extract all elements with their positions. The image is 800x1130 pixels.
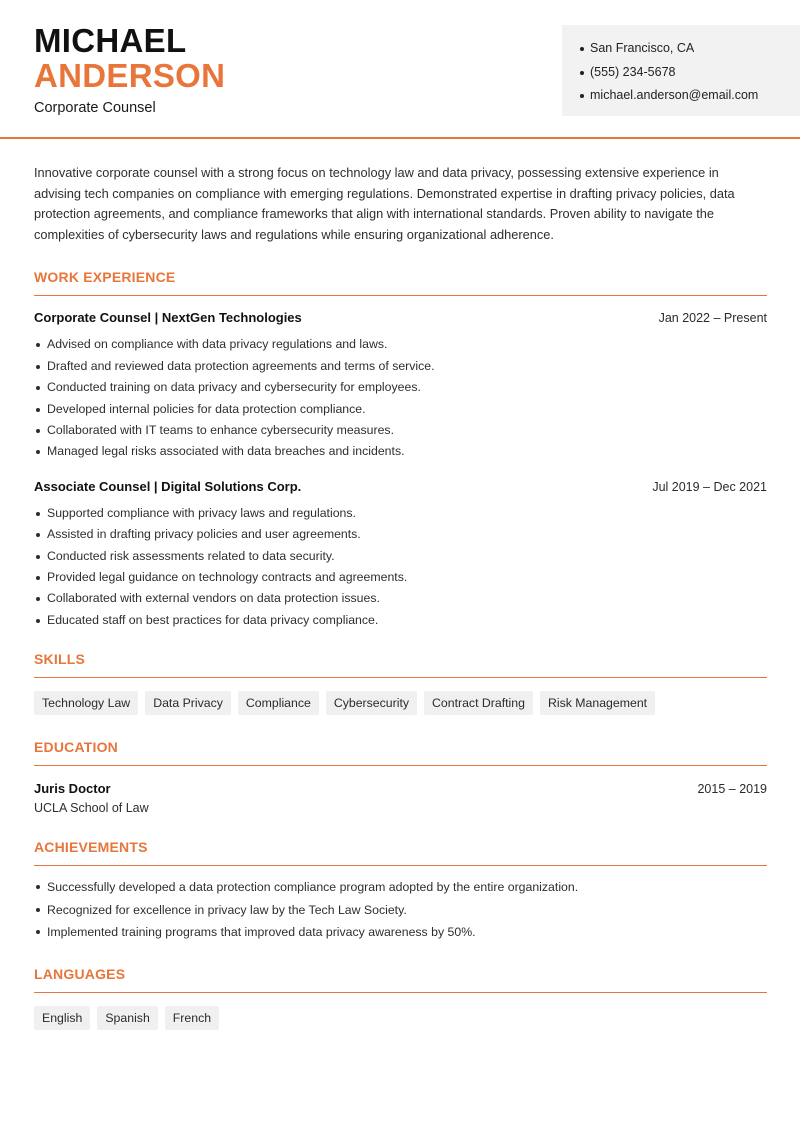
job-date: Jul 2019 – Dec 2021 bbox=[652, 479, 767, 494]
education-section bbox=[34, 739, 767, 815]
job-bullets bbox=[34, 334, 767, 462]
work-experience-section bbox=[34, 269, 767, 631]
list-item: Advised on compliance with data privacy regulations and laws. bbox=[34, 334, 767, 355]
contact-email: michael.anderson@email.com bbox=[580, 84, 800, 108]
achievements-list bbox=[34, 876, 767, 944]
job-header bbox=[34, 479, 767, 494]
degree: Juris Doctor bbox=[34, 781, 111, 797]
first-name: MICHAEL bbox=[34, 22, 187, 59]
skill-chip: Contract Drafting bbox=[424, 691, 533, 715]
list-item: Successfully developed a data protection compliance program adopted by the entire organization. bbox=[34, 876, 767, 899]
language-chips bbox=[34, 1006, 767, 1030]
job-date: Jan 2022 – Present bbox=[658, 311, 767, 326]
skill-chip: Compliance bbox=[238, 691, 319, 715]
achievements-section bbox=[34, 839, 767, 944]
list-item: Implemented training programs that improved data privacy awareness by 50%. bbox=[34, 921, 767, 944]
section-title-achievements: ACHIEVEMENTS bbox=[34, 839, 767, 866]
job-bullets bbox=[34, 503, 767, 631]
education-date: 2015 – 2019 bbox=[697, 782, 767, 797]
list-item: Recognized for excellence in privacy law by the Tech Law Society. bbox=[34, 899, 767, 922]
list-item: Supported compliance with privacy laws and regulations. bbox=[34, 503, 767, 524]
skill-chip: Data Privacy bbox=[145, 691, 231, 715]
list-item: Educated staff on best practices for data privacy compliance. bbox=[34, 610, 767, 631]
contact-list bbox=[562, 25, 800, 108]
contact-phone: (555) 234-5678 bbox=[580, 61, 800, 85]
section-title-skills: SKILLS bbox=[34, 651, 767, 678]
summary: Innovative corporate counsel with a strong focus on technology law and data privacy, possessing extensive experience in advising tech companies on compliance with emerging regulations. Demonstrated expertise in drafting privacy policies, data protection agreements, and compliance frameworks that align with international standards. Proven ability to navigate the complexities of cybersecurity laws and regulations while ensuring organizational adherence. bbox=[34, 165, 735, 242]
language-chip: English bbox=[34, 1006, 90, 1030]
list-item: Collaborated with external vendors on data protection issues. bbox=[34, 588, 767, 609]
languages-section bbox=[34, 966, 767, 1030]
contact-location: San Francisco, CA bbox=[580, 37, 800, 61]
candidate-name bbox=[34, 23, 225, 93]
skill-chip: Technology Law bbox=[34, 691, 138, 715]
section-title-languages: LANGUAGES bbox=[34, 966, 767, 993]
resume-header bbox=[0, 0, 800, 139]
job-title: Associate Counsel | Digital Solutions Corp. bbox=[34, 478, 302, 494]
list-item: Provided legal guidance on technology contracts and agreements. bbox=[34, 567, 767, 588]
job-header bbox=[34, 310, 767, 325]
skill-chip: Risk Management bbox=[540, 691, 655, 715]
list-item: Drafted and reviewed data protection agreements and terms of service. bbox=[34, 356, 767, 377]
language-chip: French bbox=[165, 1006, 219, 1030]
skills-section bbox=[34, 651, 767, 715]
list-item: Assisted in drafting privacy policies and user agreements. bbox=[34, 524, 767, 545]
list-item: Conducted risk assessments related to data security. bbox=[34, 546, 767, 567]
section-title-education: EDUCATION bbox=[34, 739, 767, 766]
section-title-work: WORK EXPERIENCE bbox=[34, 269, 767, 296]
last-name: ANDERSON bbox=[34, 57, 226, 94]
resume-body bbox=[34, 163, 767, 1030]
job-role: Corporate Counsel bbox=[34, 100, 156, 116]
list-item: Managed legal risks associated with data breaches and incidents. bbox=[34, 441, 767, 462]
list-item: Developed internal policies for data protection compliance. bbox=[34, 399, 767, 420]
education-header bbox=[34, 781, 767, 796]
job-title: Corporate Counsel | NextGen Technologies bbox=[34, 310, 302, 326]
skills-chips bbox=[34, 691, 767, 715]
contact-box bbox=[562, 25, 800, 116]
language-chip: Spanish bbox=[97, 1006, 157, 1030]
skill-chip: Cybersecurity bbox=[326, 691, 417, 715]
list-item: Conducted training on data privacy and cybersecurity for employees. bbox=[34, 377, 767, 398]
school-name: UCLA School of Law bbox=[34, 801, 149, 816]
list-item: Collaborated with IT teams to enhance cybersecurity measures. bbox=[34, 420, 767, 441]
